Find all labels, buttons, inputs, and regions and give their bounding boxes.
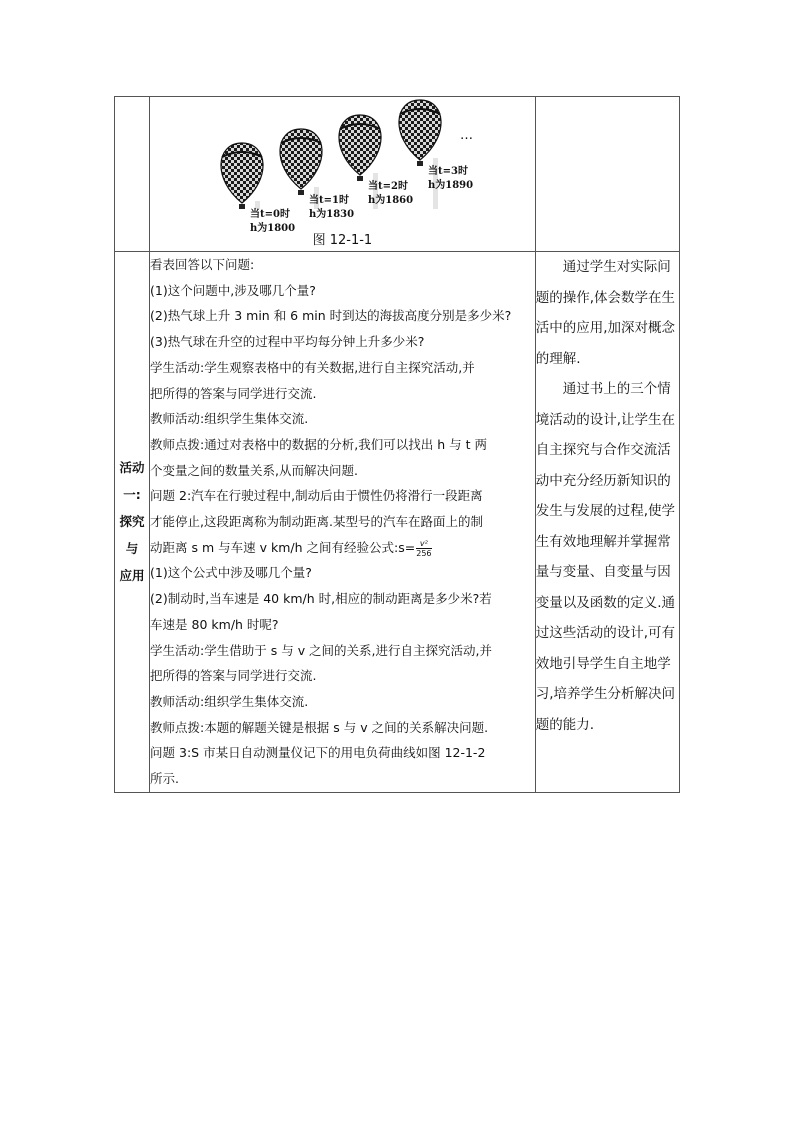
activity-label-cell: [115, 252, 150, 793]
figure-cell: [150, 97, 536, 252]
svg-text:当t=3时: 当t=3时: [428, 166, 469, 177]
content-line: 车速是 80 km/h 时呢?: [150, 616, 279, 632]
content-line: 教师活动:组织学生集体交流.: [150, 411, 309, 427]
empty-label-cell: [115, 97, 150, 252]
content-line: (3)热气球在升空的过程中平均每分钟上升多少米?: [150, 334, 425, 350]
activity-content-cell: [150, 252, 536, 793]
ellipsis-text: …: [460, 128, 474, 143]
figure-caption: 图 12-1-1: [312, 233, 373, 248]
svg-text:h为1890: h为1890: [428, 180, 474, 191]
svg-text:h为1860: h为1860: [368, 195, 414, 206]
formula-line: [150, 535, 535, 561]
content-line: (1)这个问题中,涉及哪几个量?: [150, 282, 316, 298]
activity-label-line: 活动: [119, 460, 145, 476]
content-line: (2)制动时,当车速是 40 km/h 时,相应的制动距离是多少米?若: [150, 591, 492, 607]
content-line: 问题 3:S 市某日自动测量仪记下的用电负荷曲线如图 12-1-2: [150, 745, 486, 761]
svg-text:h为1830: h为1830: [309, 209, 355, 220]
content-line: 看表回答以下问题:: [150, 257, 255, 272]
content-line: 教师点拨:本题的解题关键是根据 s 与 v 之间的关系解决问题.: [150, 719, 489, 735]
content-line: (2)热气球上升 3 min 和 6 min 时到达的海拔高度分别是多少米?: [150, 308, 512, 324]
activity-label-line: 探究: [119, 514, 145, 530]
formula-text: 动距离 s m 与车速 v km/h 之间有经验公式:s=: [150, 539, 416, 555]
balloons-group: [221, 100, 473, 234]
design-note-cell: [535, 252, 679, 793]
empty-note-cell: [535, 97, 679, 252]
activity-row: [115, 252, 680, 793]
content-line: 学生活动:学生借助于 s 与 v 之间的关系,进行自主探究活动,并: [150, 642, 493, 658]
activity-label-line: 与: [125, 541, 139, 557]
content-line: 把所得的答案与同学进行交流.: [150, 385, 317, 401]
svg-text:当t=0时: 当t=0时: [250, 209, 291, 220]
content-line: 教师活动:组织学生集体交流.: [150, 693, 309, 709]
activity-label-line: 一:: [123, 487, 141, 503]
design-note: 通过书上的三个情境活动的设计,让学生在自主探究与合作交流活动中充分经历新知识的发生与发展的过程,使学生有效地理解并掌握常量与变量、自变量与因变量以及函数的定义.通过这些活动的设计,可有效地引导学生自主地学习,培养学生分析解决问题的能力.: [535, 381, 676, 733]
svg-text:当t=2时: 当t=2时: [368, 181, 409, 192]
svg-text:当t=1时: 当t=1时: [309, 195, 350, 206]
content-line: 把所得的答案与同学进行交流.: [150, 668, 317, 684]
content-line: 学生活动:学生观察表格中的有关数据,进行自主探究活动,并: [150, 359, 475, 375]
fraction-denominator: 256: [416, 548, 432, 558]
lesson-table: [114, 96, 680, 793]
figure-row: [115, 97, 680, 252]
svg-text:h为1800: h为1800: [250, 223, 296, 234]
content-line: 个变量之间的数量关系,从而解决问题.: [150, 462, 358, 478]
content-line: 教师点拨:通过对表格中的数据的分析,我们可以找出 h 与 t 两: [150, 436, 487, 452]
design-note: 通过学生对实际问题的操作,体会数学在生活中的应用,加深对概念的理解.: [535, 259, 676, 367]
content-line: 才能停止,这段距离称为制动距离.某型号的汽车在路面上的制: [150, 514, 483, 530]
content-line: 问题 2:汽车在行驶过程中,制动后由于惯性仍将滑行一段距离: [150, 488, 483, 504]
hot-air-balloon-figure: [150, 97, 535, 251]
fraction-numerator: v²: [416, 539, 431, 549]
formula-fraction: [416, 539, 431, 558]
activity-label-line: 应用: [119, 568, 145, 584]
content-line: (1)这个公式中涉及哪几个量?: [150, 565, 312, 581]
balloon: [399, 100, 473, 209]
content-line: 所示.: [150, 771, 180, 787]
